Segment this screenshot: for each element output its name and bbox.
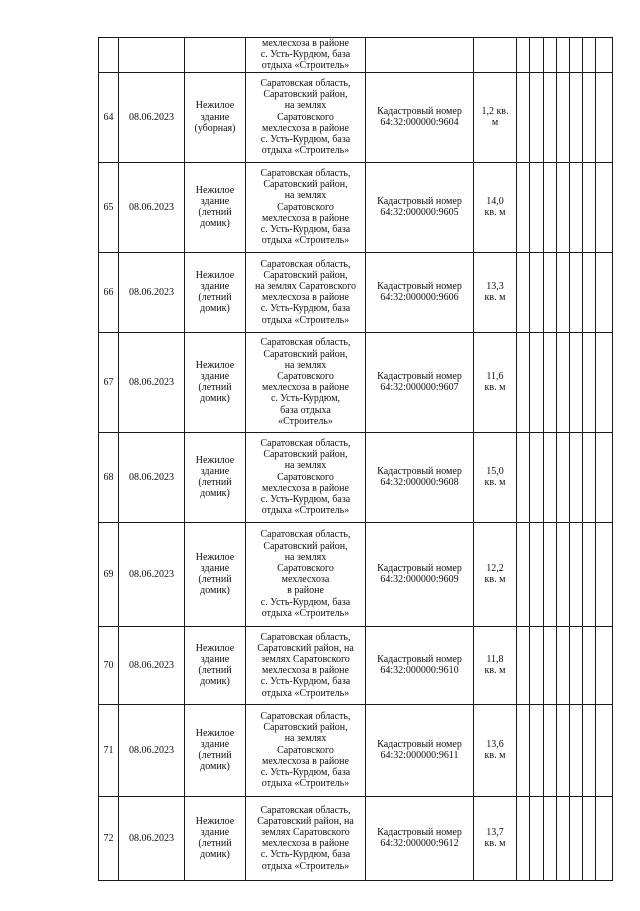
row-number-cell (99, 704, 119, 796)
cadastral-number-cell (366, 162, 474, 252)
empty-cell (557, 332, 570, 432)
cell-line: (летний (198, 382, 232, 394)
cell-line: отдыха «Строитель» (261, 314, 350, 326)
cell-line: Кадастровый номер (377, 826, 462, 838)
cell-line: Саратовский район, (263, 348, 348, 360)
cell-line: 64:32:000000:9611 (380, 750, 459, 762)
cell-text: 67 (103, 376, 114, 388)
cell-text: 08.06.2023 (129, 568, 174, 580)
cell-line: мехлесхоза в районе (262, 382, 349, 394)
table-row (99, 432, 613, 522)
date-cell (119, 252, 185, 332)
cell-line: домик) (200, 849, 230, 861)
cell-line: Нежилое (195, 815, 235, 827)
cell-line: с. Усть-Курдюм, база (260, 849, 351, 861)
cell-text: 08.06.2023 (129, 376, 174, 388)
cell-text: 71 (103, 744, 114, 756)
cell-line: здание (200, 111, 230, 123)
cell-line: 64:32:000000:9609 (380, 574, 459, 586)
cell-line: (летний (198, 207, 232, 219)
area-cell (474, 332, 517, 432)
cell-line: домик) (200, 303, 230, 315)
cell-line: отдыха «Строитель» (261, 778, 350, 790)
row-number-cell (99, 626, 119, 704)
cell-line: Саратовский район, (263, 449, 348, 461)
empty-cell (557, 704, 570, 796)
empty-cell (570, 704, 583, 796)
cell-line: (летний (198, 665, 232, 677)
empty-cell (596, 704, 613, 796)
address-cell (246, 72, 366, 162)
cell-line: с. Усть-Курдюм, база (260, 596, 351, 608)
cell-line: Саратовского (277, 562, 334, 574)
cadastral-number-cell (366, 252, 474, 332)
empty-cell (517, 38, 530, 73)
empty-cell (596, 522, 613, 626)
cell-line: здание (200, 195, 230, 207)
cell-line: с. Усть-Курдюм, база (260, 49, 351, 61)
cadastral-number-cell (366, 796, 474, 880)
cell-line: кв. м (484, 838, 506, 850)
cell-line: 64:32:000000:9604 (380, 117, 459, 129)
empty-cell (570, 522, 583, 626)
cell-line: (летний (198, 477, 232, 489)
date-cell (119, 162, 185, 252)
area-cell (474, 432, 517, 522)
empty-cell (570, 332, 583, 432)
cell-line: Кадастровый номер (377, 562, 462, 574)
date-cell (119, 432, 185, 522)
cell-text: 08.06.2023 (129, 111, 174, 123)
cell-text: 70 (103, 659, 114, 671)
empty-cell (557, 252, 570, 332)
empty-cell (557, 38, 570, 73)
cell-line: с. Усть-Курдюм, (270, 393, 341, 405)
empty-cell (583, 432, 596, 522)
empty-cell (530, 704, 544, 796)
cell-line: Саратовский район, (263, 540, 348, 552)
date-cell (119, 38, 185, 73)
cell-line: мехлесхоза (281, 574, 330, 586)
area-cell (474, 626, 517, 704)
cell-line: отдыха «Строитель» (261, 860, 350, 872)
cell-line: 11,6 (486, 370, 504, 382)
cell-line: Кадастровый номер (377, 465, 462, 477)
cell-text: 68 (103, 471, 114, 483)
cell-line: отдыха «Строитель» (261, 505, 350, 517)
empty-cell (557, 162, 570, 252)
cell-line: Нежилое (195, 359, 235, 371)
cell-line: на землях (284, 733, 327, 745)
cell-line: мехлесхоза в районе (262, 755, 349, 767)
area-cell (474, 252, 517, 332)
cell-line: Кадастровый номер (377, 105, 462, 117)
cell-line: Нежилое (195, 642, 235, 654)
cell-line: домик) (200, 676, 230, 688)
area-cell (474, 522, 517, 626)
address-cell (246, 38, 366, 73)
cell-line: Саратовского (277, 471, 334, 483)
empty-cell (570, 38, 583, 73)
cell-line: 12,2 (486, 562, 504, 574)
cell-line: отдыха «Строитель» (261, 235, 350, 247)
cell-line: Саратовский район, (263, 722, 348, 734)
empty-cell (530, 796, 544, 880)
empty-cell (517, 626, 530, 704)
cell-line: 11,8 (486, 653, 504, 665)
empty-cell (544, 38, 557, 73)
empty-cell (596, 796, 613, 880)
empty-cell (583, 704, 596, 796)
object-type-cell (185, 626, 246, 704)
cell-line: Саратовская область, (260, 710, 351, 722)
cell-line: землях Саратовского (261, 653, 350, 665)
cell-line: 64:32:000000:9605 (380, 207, 459, 219)
cell-line: Саратовская область, (260, 631, 351, 643)
cell-line: 14,0 (486, 195, 504, 207)
cell-line: отдыха «Строитель» (261, 687, 350, 699)
cell-line: с. Усть-Курдюм, база (260, 766, 351, 778)
cell-line: здание (200, 370, 230, 382)
cell-line: отдыха «Строитель» (261, 607, 350, 619)
cell-line: Нежилое (195, 100, 235, 112)
empty-cell (530, 626, 544, 704)
cell-line: Саратовский район, (263, 179, 348, 191)
cell-line: Саратовский район, на (257, 642, 354, 654)
empty-cell (544, 704, 557, 796)
empty-cell (544, 432, 557, 522)
cadastral-number-cell (366, 72, 474, 162)
empty-cell (583, 522, 596, 626)
address-cell (246, 796, 366, 880)
cell-line: 13,6 (486, 738, 504, 750)
cell-line: на землях (284, 190, 327, 202)
empty-cell (544, 252, 557, 332)
table-row (99, 72, 613, 162)
date-cell (119, 626, 185, 704)
empty-cell (544, 522, 557, 626)
empty-cell (544, 162, 557, 252)
row-number-cell (99, 162, 119, 252)
area-cell (474, 72, 517, 162)
cell-text: 65 (103, 201, 114, 213)
cell-line: база отдыха (280, 404, 331, 416)
empty-cell (544, 796, 557, 880)
cell-line: мехлесхоза в районе (262, 212, 349, 224)
property-register-table (98, 37, 613, 881)
cell-line: Нежилое (195, 269, 235, 281)
cell-text: 66 (103, 286, 114, 298)
empty-cell (583, 162, 596, 252)
empty-cell (570, 72, 583, 162)
cell-line: на землях Саратовского (255, 280, 356, 292)
cell-line: кв. м (484, 292, 506, 304)
cell-line: с. Усть-Курдюм, база (260, 133, 351, 145)
cell-line: кв. м (484, 207, 506, 219)
cell-line: Саратовская область, (260, 258, 351, 270)
cell-line: на землях (284, 100, 327, 112)
cell-line: Саратовская область, (260, 167, 351, 179)
empty-cell (517, 704, 530, 796)
cell-line: с. Усть-Курдюм, база (260, 303, 351, 315)
cell-line: Нежилое (195, 454, 235, 466)
cadastral-number-cell (366, 38, 474, 73)
cell-line: кв. м (484, 574, 506, 586)
cell-line: домик) (200, 761, 230, 773)
cell-line: 64:32:000000:9610 (380, 665, 459, 677)
cell-line: кв. м (484, 477, 506, 489)
table-row (99, 704, 613, 796)
table-row (99, 522, 613, 626)
cell-line: Саратовский район, на (257, 815, 354, 827)
cell-line: домик) (200, 488, 230, 500)
cell-line: (уборная) (194, 122, 236, 134)
address-cell (246, 252, 366, 332)
cadastral-number-cell (366, 522, 474, 626)
area-cell (474, 704, 517, 796)
cell-line: (летний (198, 750, 232, 762)
empty-cell (570, 162, 583, 252)
cadastral-number-cell (366, 704, 474, 796)
empty-cell (596, 332, 613, 432)
empty-cell (583, 72, 596, 162)
cell-line: Саратовская область, (260, 337, 351, 349)
empty-cell (583, 38, 596, 73)
object-type-cell (185, 332, 246, 432)
row-number-cell (99, 522, 119, 626)
empty-cell (517, 72, 530, 162)
empty-cell (517, 162, 530, 252)
cell-text: 72 (103, 832, 114, 844)
table-row (99, 796, 613, 880)
address-cell (246, 332, 366, 432)
empty-cell (583, 626, 596, 704)
cell-line: здание (200, 653, 230, 665)
cell-line: м (491, 117, 499, 129)
empty-cell (557, 522, 570, 626)
cell-line: Нежилое (195, 184, 235, 196)
row-number-cell (99, 252, 119, 332)
cell-line: домик) (200, 218, 230, 230)
cell-line: (летний (198, 292, 232, 304)
cell-line: Саратовская область, (260, 529, 351, 541)
object-type-cell (185, 252, 246, 332)
empty-cell (517, 796, 530, 880)
empty-cell (517, 332, 530, 432)
cell-line: мехлесхоза в районе (262, 665, 349, 677)
empty-cell (570, 432, 583, 522)
object-type-cell (185, 522, 246, 626)
empty-cell (517, 252, 530, 332)
cell-line: (летний (198, 838, 232, 850)
cell-line: мехлесхоза в районе (262, 38, 349, 49)
row-number-cell (99, 796, 119, 880)
row-number-cell (99, 432, 119, 522)
cell-line: здание (200, 465, 230, 477)
cell-line: кв. м (484, 665, 506, 677)
cell-line: Кадастровый номер (377, 195, 462, 207)
cell-line: отдыха «Строитель» (261, 60, 350, 72)
row-number-cell (99, 72, 119, 162)
date-cell (119, 704, 185, 796)
empty-cell (517, 432, 530, 522)
empty-cell (557, 432, 570, 522)
empty-cell (570, 252, 583, 332)
address-cell (246, 522, 366, 626)
empty-cell (530, 432, 544, 522)
cell-line: (летний (198, 574, 232, 586)
cell-line: здание (200, 562, 230, 574)
cell-line: мехлесхоза в районе (262, 838, 349, 850)
cell-line: на землях (284, 359, 327, 371)
cell-line: кв. м (484, 382, 506, 394)
cell-line: мехлесхоза в районе (262, 482, 349, 494)
cell-line: с. Усть-Курдюм, база (260, 493, 351, 505)
date-cell (119, 72, 185, 162)
empty-cell (530, 252, 544, 332)
row-number-cell (99, 38, 119, 73)
table-row (99, 38, 613, 73)
table-row (99, 626, 613, 704)
cadastral-number-cell (366, 432, 474, 522)
empty-cell (596, 626, 613, 704)
empty-cell (544, 332, 557, 432)
object-type-cell (185, 432, 246, 522)
cadastral-number-cell (366, 626, 474, 704)
cell-line: Кадастровый номер (377, 370, 462, 382)
address-cell (246, 704, 366, 796)
empty-cell (570, 626, 583, 704)
cell-line: кв. м (484, 750, 506, 762)
empty-cell (583, 332, 596, 432)
cell-line: с. Усть-Курдюм, база (260, 223, 351, 235)
empty-cell (544, 626, 557, 704)
area-cell (474, 796, 517, 880)
cell-line: Саратовская область, (260, 77, 351, 89)
table-row (99, 162, 613, 252)
area-cell (474, 162, 517, 252)
object-type-cell (185, 72, 246, 162)
cell-line: отдыха «Строитель» (261, 145, 350, 157)
empty-cell (530, 162, 544, 252)
cell-line: Нежилое (195, 727, 235, 739)
cell-line: «Строитель» (278, 415, 333, 427)
date-cell (119, 796, 185, 880)
address-cell (246, 432, 366, 522)
date-cell (119, 522, 185, 626)
row-number-cell (99, 332, 119, 432)
object-type-cell (185, 796, 246, 880)
cell-line: в районе (287, 585, 324, 597)
empty-cell (596, 162, 613, 252)
empty-cell (530, 38, 544, 73)
cell-line: мехлесхоза в районе (262, 292, 349, 304)
cell-line: Кадастровый номер (377, 738, 462, 750)
empty-cell (596, 432, 613, 522)
cell-line: 15,0 (486, 465, 504, 477)
cell-text: 08.06.2023 (129, 286, 174, 298)
empty-cell (557, 626, 570, 704)
cell-line: 64:32:000000:9608 (380, 477, 459, 489)
empty-cell (530, 72, 544, 162)
cell-line: домик) (200, 585, 230, 597)
address-cell (246, 162, 366, 252)
cell-line: 64:32:000000:9606 (380, 292, 459, 304)
cell-text: 08.06.2023 (129, 201, 174, 213)
cell-text: 08.06.2023 (129, 832, 174, 844)
cell-line: мехлесхоза в районе (262, 122, 349, 134)
object-type-cell (185, 704, 246, 796)
cell-line: Саратовский район, (263, 89, 348, 101)
area-cell (474, 38, 517, 73)
empty-cell (570, 796, 583, 880)
table-row (99, 332, 613, 432)
cell-line: Саратовская область, (260, 804, 351, 816)
empty-cell (557, 72, 570, 162)
table-row (99, 252, 613, 332)
object-type-cell (185, 38, 246, 73)
cell-line: Саратовского (277, 744, 334, 756)
cell-line: 13,7 (486, 826, 504, 838)
empty-cell (544, 72, 557, 162)
cell-line: здание (200, 826, 230, 838)
empty-cell (530, 332, 544, 432)
empty-cell (596, 252, 613, 332)
address-cell (246, 626, 366, 704)
cell-line: Кадастровый номер (377, 653, 462, 665)
cell-text: 08.06.2023 (129, 659, 174, 671)
cell-text: 08.06.2023 (129, 744, 174, 756)
date-cell (119, 332, 185, 432)
empty-cell (557, 796, 570, 880)
cell-line: здание (200, 738, 230, 750)
empty-cell (596, 72, 613, 162)
cell-line: Саратовского (277, 201, 334, 213)
cell-line: 1,2 кв. (481, 105, 509, 117)
cell-text: 69 (103, 568, 114, 580)
cell-line: 64:32:000000:9607 (380, 382, 459, 394)
cell-line: домик) (200, 393, 230, 405)
cell-line: на землях (284, 460, 327, 472)
empty-cell (517, 522, 530, 626)
empty-cell (583, 796, 596, 880)
cell-line: землях Саратовского (261, 826, 350, 838)
cell-text: 64 (103, 111, 114, 123)
cell-line: здание (200, 280, 230, 292)
cell-line: Саратовский район, (263, 269, 348, 281)
cell-line: Саратовская область, (260, 437, 351, 449)
cell-line: Саратовского (277, 111, 334, 123)
cell-line: с. Усть-Курдюм, база (260, 676, 351, 688)
empty-cell (530, 522, 544, 626)
cell-line: 13,3 (486, 280, 504, 292)
object-type-cell (185, 162, 246, 252)
table-body (99, 38, 613, 881)
cell-line: Саратовского (277, 370, 334, 382)
empty-cell (583, 252, 596, 332)
cell-line: на землях (284, 551, 327, 563)
cell-text: 08.06.2023 (129, 471, 174, 483)
cell-line: Кадастровый номер (377, 280, 462, 292)
cell-line: 64:32:000000:9612 (380, 838, 459, 850)
cell-line: Нежилое (195, 551, 235, 563)
empty-cell (596, 38, 613, 73)
cadastral-number-cell (366, 332, 474, 432)
